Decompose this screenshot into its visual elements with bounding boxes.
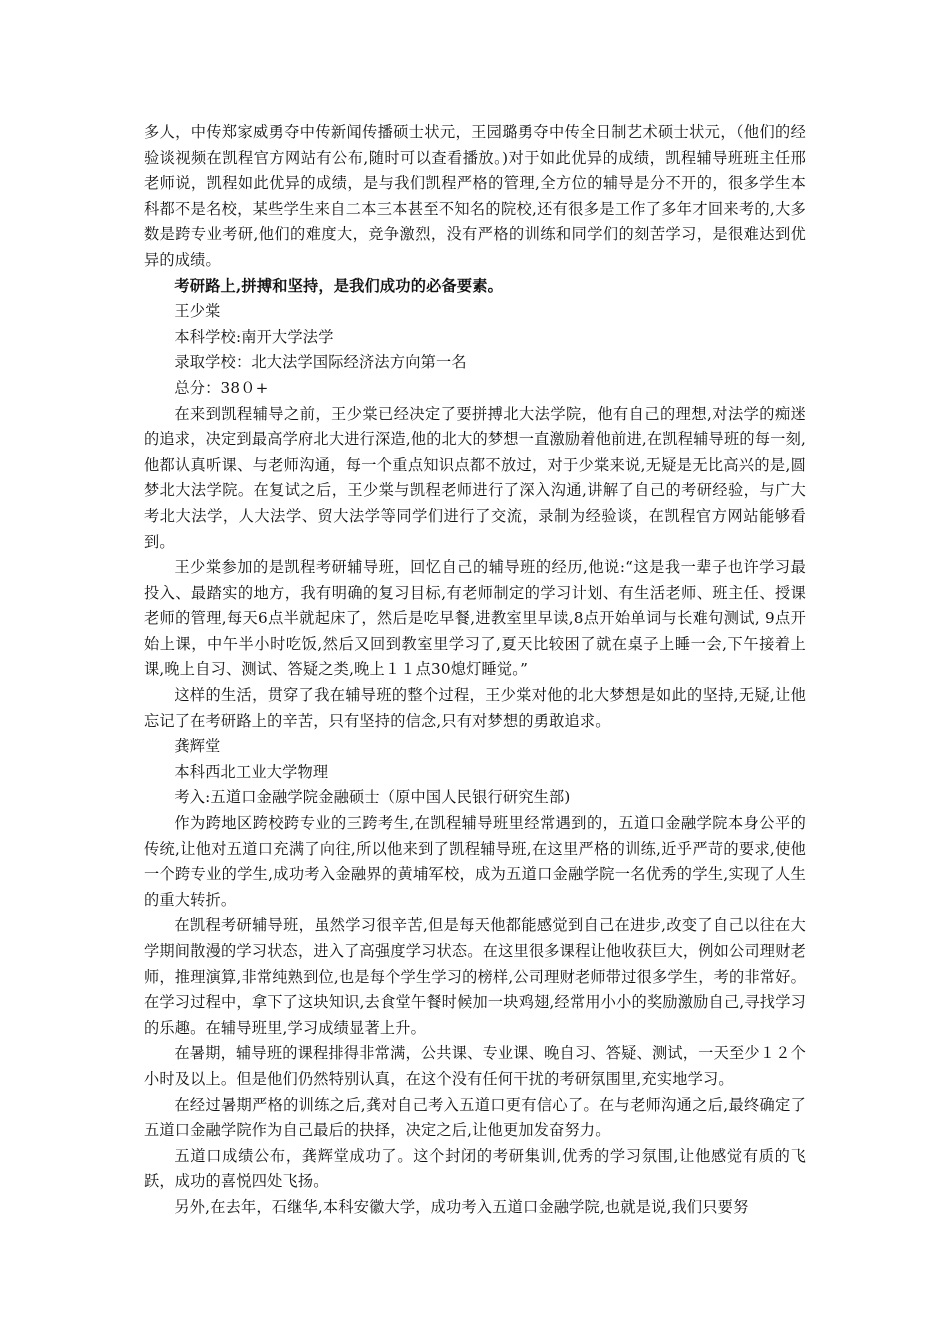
total-score: 总分：38０+: [174, 378, 269, 397]
paragraph: 这样的生活，贯穿了我在辅导班的整个过程，王少棠对他的北大梦想是如此的坚持,无疑,让他忘记了在考研路上的辛苦，只有坚持的信念,只有对梦想的勇敢追求。: [144, 686, 806, 730]
paragraph: 作为跨地区跨校跨专业的三跨考生,在凯程辅导班里经常遇到的，五道口金融学院本身公平的传统,让他对五道口充满了向往,所以他来到了凯程辅导班,在这里严格的训练,近乎严苛的要求,使他一个跨专业的学生,成功考入金融界的黄埔军校，成为五道口金融学院一名优秀的学生,实现了人生的重大转折。: [144, 814, 806, 909]
student-name: 龚辉堂: [174, 737, 221, 756]
undergraduate-school: 本科西北工业大学物理: [174, 762, 329, 781]
admitted-school: 考入:五道口金融学院金融硕士（原中国人民银行研究生部): [174, 788, 571, 807]
undergraduate-school: 本科学校:南开大学法学: [174, 327, 334, 346]
paragraph: 在经过暑期严格的训练之后,龚对自己考入五道口更有信心了。在与老师沟通之后,最终确定了五道口金融学院作为自己最后的抉择，决定之后,让他更加发奋努力。: [144, 1095, 806, 1140]
paragraph: 王少棠参加的是凯程考研辅导班，回忆自己的辅导班的经历,他说:“这是我一辈子也许学习最投入、最踏实的地方，我有明确的复习目标,有老师制定的学习计划、有生活老师、班主任、授课老师的管理,每天6点半就起床了，然后是吃早餐,进教室里早读,8点开始单词与长难句测试, 9点开始上课，中午半小时吃饭,然后又回到教室里学习了,夏天比较困了就在桌子上睡一会,下午接着上课,晚上自习、测试、答疑之类,晚上１１点30熄灯睡觉。”: [144, 558, 806, 679]
paragraph: 在来到凯程辅导之前，王少棠已经决定了要拼搏北大法学院，他有自己的理想,对法学的痴迷的追求，决定到最高学府北大进行深造,他的北大的梦想一直激励着他前进,在凯程辅导班的每一刻,他都认真听课、与老师沟通，每一个重点知识点都不放过，对于少棠来说,无疑是无比高兴的是,圆梦北大法学院。在复试之后，王少棠与凯程老师进行了深入沟通,讲解了自己的考研经验，与广大考北大法学，人大法学、贸大法学等同学们进行了交流，录制为经验谈，在凯程官方网站能够看到。: [144, 404, 806, 551]
paragraph: 五道口成绩公布，龚辉堂成功了。这个封闭的考研集训,优秀的学习氛围,让他感觉有质的飞跃，成功的喜悦四处飞扬。: [144, 1146, 806, 1191]
section-heading: 考研路上,拼搏和坚持，是我们成功的必备要素。: [174, 276, 504, 295]
paragraph: 在暑期，辅导班的课程排得非常满，公共课、专业课、晚自习、答疑、测试，一天至少１２个小时及以上。但是他们仍然特别认真，在这个没有任何干扰的考研氛围里,充实地学习。: [144, 1044, 806, 1088]
document-page: [144, 120, 806, 1221]
admitted-school: 录取学校：北大法学国际经济法方向第一名: [174, 353, 467, 372]
paragraph: 多人，中传郑家威勇夺中传新闻传播硕士状元，王园璐勇夺中传全日制艺术硕士状元，（他们的经验谈视频在凯程官方网站有公布,随时可以查看播放。)对于如此优异的成绩，凯程辅导班班主任邢老师说，凯程如此优异的成绩，是与我们凯程严格的管理,全方位的辅导是分不开的，很多学生本科都不是名校，某些学生来自二本三本甚至不知名的院校,还有很多是工作了多年才回来考的,大多数是跨专业考研,他们的难度大，竞争激烈，没有严格的训练和同学们的刻苦学习，是很难达到优异的成绩。: [144, 123, 806, 269]
paragraph: 另外,在去年，石继华,本科安徽大学，成功考入五道口金融学院,也就是说,我们只要努: [174, 1197, 749, 1216]
student-name: 王少棠: [174, 302, 221, 321]
paragraph: 在凯程考研辅导班，虽然学习很辛苦,但是每天他都能感觉到自己在进步,改变了自己以往在大学期间散漫的学习状态，进入了高强度学习状态。在这里很多课程让他收获巨大，例如公司理财老师，推理演算,非常纯熟到位,也是每个学生学习的榜样,公司理财老师带过很多学生，考的非常好。在学习过程中，拿下了这块知识,去食堂午餐时候加一块鸡翅,经常用小小的奖励激励自己,寻找学习的乐趣。在辅导班里,学习成绩显著上升。: [144, 916, 806, 1037]
